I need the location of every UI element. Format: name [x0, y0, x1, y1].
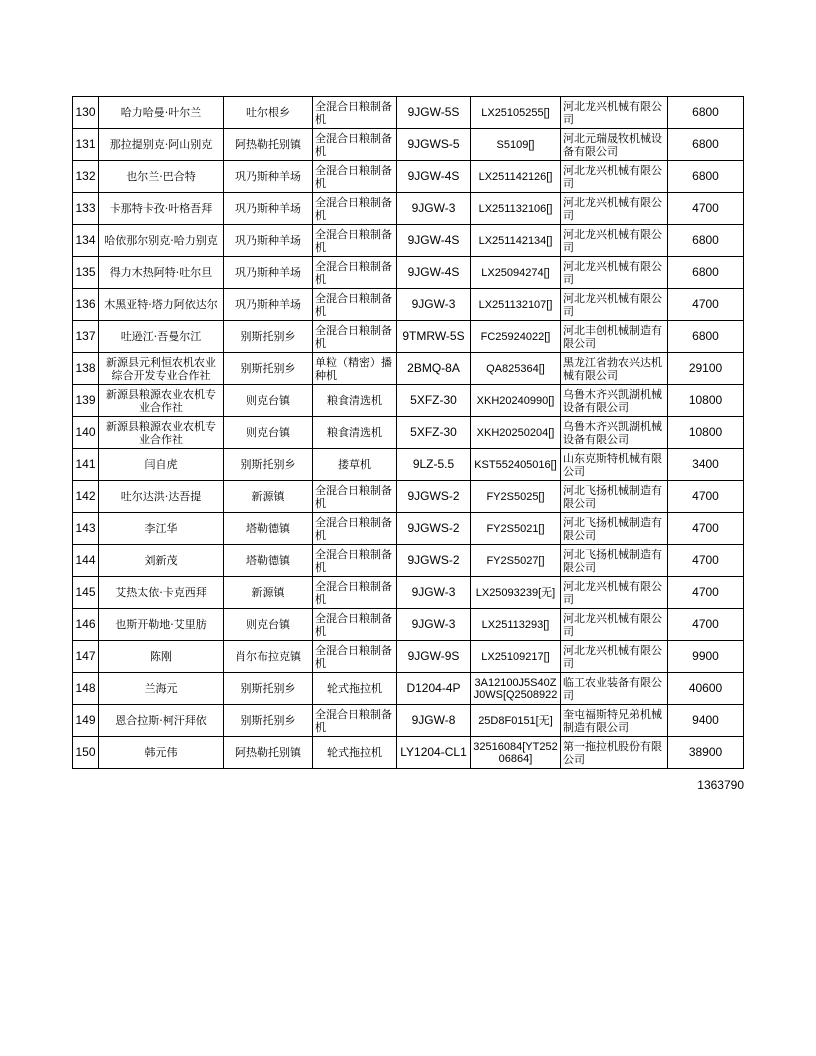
machine-type-cell: 全混合日粮制备机	[313, 705, 397, 737]
applicant-name-cell: 闫自虎	[99, 449, 224, 481]
row-number-cell: 140	[73, 417, 99, 449]
machine-type-cell: 全混合日粮制备机	[313, 289, 397, 321]
subsidy-amount-cell: 10800	[668, 417, 744, 449]
serial-number-cell: QA825364[]	[471, 353, 561, 385]
serial-number-cell: LX25094274[]	[471, 257, 561, 289]
township-cell: 塔勒德镇	[224, 513, 313, 545]
manufacturer-cell: 黑龙江省勃农兴达机械有限公司	[561, 353, 668, 385]
machine-type-cell: 粮食清选机	[313, 385, 397, 417]
machine-model-cell: 5XFZ-30	[397, 385, 471, 417]
machine-model-cell: 9JGW-5S	[397, 97, 471, 129]
grand-total: 1363790	[697, 778, 744, 792]
machine-type-cell: 全混合日粮制备机	[313, 545, 397, 577]
serial-number-cell: 32516084[YT25206864]	[471, 737, 561, 769]
machine-type-cell: 粮食清选机	[313, 417, 397, 449]
machine-type-cell: 全混合日粮制备机	[313, 609, 397, 641]
manufacturer-cell: 河北龙兴机械有限公司	[561, 225, 668, 257]
applicant-name-cell: 也斯开勒地·艾里肪	[99, 609, 224, 641]
machine-type-cell: 全混合日粮制备机	[313, 481, 397, 513]
township-cell: 阿热勒托别镇	[224, 737, 313, 769]
machine-model-cell: 2BMQ-8A	[397, 353, 471, 385]
table-row	[73, 289, 744, 321]
machine-type-cell: 全混合日粮制备机	[313, 129, 397, 161]
machine-type-cell: 轮式拖拉机	[313, 673, 397, 705]
row-number-cell: 146	[73, 609, 99, 641]
serial-number-cell: FY2S5025[]	[471, 481, 561, 513]
serial-number-cell: LX251142126[]	[471, 161, 561, 193]
serial-number-cell: LX251142134[]	[471, 225, 561, 257]
machine-model-cell: 9JGW-8	[397, 705, 471, 737]
manufacturer-cell: 河北丰创机械制造有限公司	[561, 321, 668, 353]
machine-type-cell: 全混合日粮制备机	[313, 161, 397, 193]
machine-model-cell: 9JGW-3	[397, 577, 471, 609]
table-row	[73, 673, 744, 705]
serial-number-cell: XKH20250204[]	[471, 417, 561, 449]
table-row	[73, 481, 744, 513]
subsidy-table	[72, 96, 744, 769]
table-row	[73, 385, 744, 417]
machine-model-cell: 9JGW-4S	[397, 225, 471, 257]
machine-type-cell: 全混合日粮制备机	[313, 225, 397, 257]
row-number-cell: 139	[73, 385, 99, 417]
table-row	[73, 545, 744, 577]
machine-model-cell: 9JGWS-2	[397, 481, 471, 513]
row-number-cell: 145	[73, 577, 99, 609]
subsidy-amount-cell: 9900	[668, 641, 744, 673]
machine-model-cell: 9JGWS-5	[397, 129, 471, 161]
table-row	[73, 577, 744, 609]
row-number-cell: 136	[73, 289, 99, 321]
manufacturer-cell: 河北龙兴机械有限公司	[561, 609, 668, 641]
machine-type-cell: 全混合日粮制备机	[313, 97, 397, 129]
applicant-name-cell: 韩元伟	[99, 737, 224, 769]
township-cell: 则克台镇	[224, 609, 313, 641]
subsidy-amount-cell: 40600	[668, 673, 744, 705]
applicant-name-cell: 得力木热阿特·吐尔旦	[99, 257, 224, 289]
row-number-cell: 150	[73, 737, 99, 769]
serial-number-cell: XKH20240990[]	[471, 385, 561, 417]
serial-number-cell: LX25113293[]	[471, 609, 561, 641]
manufacturer-cell: 河北龙兴机械有限公司	[561, 193, 668, 225]
township-cell: 肖尔布拉克镇	[224, 641, 313, 673]
serial-number-cell: FY2S5021[]	[471, 513, 561, 545]
subsidy-amount-cell: 4700	[668, 193, 744, 225]
table-row	[73, 609, 744, 641]
township-cell: 别斯托别乡	[224, 449, 313, 481]
subsidy-amount-cell: 10800	[668, 385, 744, 417]
applicant-name-cell: 新源县元利恒农机农业综合开发专业合作社	[99, 353, 224, 385]
row-number-cell: 133	[73, 193, 99, 225]
machine-model-cell: 9TMRW-5S	[397, 321, 471, 353]
table-row	[73, 225, 744, 257]
township-cell: 别斯托别乡	[224, 321, 313, 353]
table-row	[73, 257, 744, 289]
machine-model-cell: 5XFZ-30	[397, 417, 471, 449]
subsidy-amount-cell: 9400	[668, 705, 744, 737]
machine-type-cell: 轮式拖拉机	[313, 737, 397, 769]
township-cell: 别斯托别乡	[224, 705, 313, 737]
table-row	[73, 641, 744, 673]
machine-model-cell: 9JGW-4S	[397, 161, 471, 193]
table-row	[73, 353, 744, 385]
manufacturer-cell: 临工农业装备有限公司	[561, 673, 668, 705]
table-row	[73, 321, 744, 353]
row-number-cell: 131	[73, 129, 99, 161]
machine-model-cell: 9JGWS-2	[397, 545, 471, 577]
township-cell: 巩乃斯种羊场	[224, 193, 313, 225]
township-cell: 塔勒德镇	[224, 545, 313, 577]
row-number-cell: 130	[73, 97, 99, 129]
applicant-name-cell: 哈力哈曼·叶尔兰	[99, 97, 224, 129]
machine-model-cell: 9JGW-3	[397, 609, 471, 641]
serial-number-cell: LX25109217[]	[471, 641, 561, 673]
manufacturer-cell: 河北龙兴机械有限公司	[561, 577, 668, 609]
row-number-cell: 148	[73, 673, 99, 705]
township-cell: 阿热勒托别镇	[224, 129, 313, 161]
row-number-cell: 142	[73, 481, 99, 513]
row-number-cell: 134	[73, 225, 99, 257]
machine-model-cell: LY1204-CL1	[397, 737, 471, 769]
township-cell: 别斯托别乡	[224, 673, 313, 705]
township-cell: 巩乃斯种羊场	[224, 289, 313, 321]
applicant-name-cell: 也尔兰·巴合特	[99, 161, 224, 193]
serial-number-cell: LX251132106[]	[471, 193, 561, 225]
manufacturer-cell: 河北龙兴机械有限公司	[561, 289, 668, 321]
subsidy-amount-cell: 4700	[668, 609, 744, 641]
serial-number-cell: KST552405016[]	[471, 449, 561, 481]
manufacturer-cell: 乌鲁木齐兴凯湖机械设备有限公司	[561, 417, 668, 449]
machine-model-cell: 9JGW-3	[397, 289, 471, 321]
applicant-name-cell: 兰海元	[99, 673, 224, 705]
machine-model-cell: D1204-4P	[397, 673, 471, 705]
subsidy-amount-cell: 4700	[668, 289, 744, 321]
subsidy-amount-cell: 4700	[668, 577, 744, 609]
serial-number-cell: LX25105255[]	[471, 97, 561, 129]
serial-number-cell: 25D8F0151[无]	[471, 705, 561, 737]
table-row	[73, 705, 744, 737]
township-cell: 巩乃斯种羊场	[224, 257, 313, 289]
row-number-cell: 132	[73, 161, 99, 193]
table-row	[73, 449, 744, 481]
row-number-cell: 141	[73, 449, 99, 481]
machine-type-cell: 全混合日粮制备机	[313, 257, 397, 289]
row-number-cell: 135	[73, 257, 99, 289]
row-number-cell: 137	[73, 321, 99, 353]
subsidy-amount-cell: 3400	[668, 449, 744, 481]
row-number-cell: 138	[73, 353, 99, 385]
applicant-name-cell: 吐逊江·吾曼尔江	[99, 321, 224, 353]
subsidy-amount-cell: 38900	[668, 737, 744, 769]
subsidy-amount-cell: 4700	[668, 481, 744, 513]
manufacturer-cell: 河北飞扬机械制造有限公司	[561, 481, 668, 513]
manufacturer-cell: 河北元瑞晟牧机械设备有限公司	[561, 129, 668, 161]
township-cell: 则克台镇	[224, 417, 313, 449]
applicant-name-cell: 艾热太依·卡克西拜	[99, 577, 224, 609]
township-cell: 新源镇	[224, 481, 313, 513]
machine-type-cell: 全混合日粮制备机	[313, 513, 397, 545]
table-row	[73, 129, 744, 161]
subsidy-amount-cell: 6800	[668, 97, 744, 129]
table-row	[73, 161, 744, 193]
township-cell: 新源镇	[224, 577, 313, 609]
table-body	[73, 97, 744, 769]
machine-type-cell: 全混合日粮制备机	[313, 641, 397, 673]
township-cell: 吐尔根乡	[224, 97, 313, 129]
manufacturer-cell: 河北龙兴机械有限公司	[561, 161, 668, 193]
township-cell: 巩乃斯种羊场	[224, 161, 313, 193]
row-number-cell: 149	[73, 705, 99, 737]
machine-type-cell: 单粒（精密）播种机	[313, 353, 397, 385]
table-row	[73, 737, 744, 769]
manufacturer-cell: 第一拖拉机股份有限公司	[561, 737, 668, 769]
table-row	[73, 97, 744, 129]
applicant-name-cell: 卡那特卡孜·叶格吾拜	[99, 193, 224, 225]
applicant-name-cell: 吐尔达洪·达吾提	[99, 481, 224, 513]
manufacturer-cell: 乌鲁木齐兴凯湖机械设备有限公司	[561, 385, 668, 417]
subsidy-amount-cell: 6800	[668, 129, 744, 161]
subsidy-amount-cell: 6800	[668, 321, 744, 353]
applicant-name-cell: 木黑亚特·塔力阿依达尔	[99, 289, 224, 321]
serial-number-cell: LX25093239[无]	[471, 577, 561, 609]
township-cell: 巩乃斯种羊场	[224, 225, 313, 257]
applicant-name-cell: 新源县粮源农业农机专业合作社	[99, 385, 224, 417]
applicant-name-cell: 哈依那尔别克·哈力别克	[99, 225, 224, 257]
subsidy-amount-cell: 29100	[668, 353, 744, 385]
serial-number-cell: FY2S5027[]	[471, 545, 561, 577]
table-row	[73, 513, 744, 545]
applicant-name-cell: 陈刚	[99, 641, 224, 673]
manufacturer-cell: 河北龙兴机械有限公司	[561, 97, 668, 129]
subsidy-amount-cell: 4700	[668, 545, 744, 577]
manufacturer-cell: 河北飞扬机械制造有限公司	[561, 545, 668, 577]
applicant-name-cell: 恩合拉斯·柯汗拜依	[99, 705, 224, 737]
serial-number-cell: 3A12100J5S40ZJ0WS[Q2508922	[471, 673, 561, 705]
machine-model-cell: 9JGW-3	[397, 193, 471, 225]
manufacturer-cell: 河北龙兴机械有限公司	[561, 257, 668, 289]
serial-number-cell: LX251132107[]	[471, 289, 561, 321]
township-cell: 别斯托别乡	[224, 353, 313, 385]
table-row	[73, 417, 744, 449]
applicant-name-cell: 那拉提别克·阿山别克	[99, 129, 224, 161]
applicant-name-cell: 李江华	[99, 513, 224, 545]
table-row	[73, 193, 744, 225]
subsidy-amount-cell: 6800	[668, 225, 744, 257]
township-cell: 则克台镇	[224, 385, 313, 417]
manufacturer-cell: 河北飞扬机械制造有限公司	[561, 513, 668, 545]
machine-model-cell: 9JGW-4S	[397, 257, 471, 289]
machine-model-cell: 9LZ-5.5	[397, 449, 471, 481]
manufacturer-cell: 山东克斯特机械有限公司	[561, 449, 668, 481]
machine-model-cell: 9JGWS-2	[397, 513, 471, 545]
serial-number-cell: FC25924022[]	[471, 321, 561, 353]
machine-type-cell: 全混合日粮制备机	[313, 321, 397, 353]
row-number-cell: 144	[73, 545, 99, 577]
manufacturer-cell: 奎屯福斯特兄弟机械制造有限公司	[561, 705, 668, 737]
applicant-name-cell: 刘新茂	[99, 545, 224, 577]
machine-type-cell: 全混合日粮制备机	[313, 577, 397, 609]
machine-type-cell: 搂草机	[313, 449, 397, 481]
row-number-cell: 147	[73, 641, 99, 673]
manufacturer-cell: 河北龙兴机械有限公司	[561, 641, 668, 673]
machine-model-cell: 9JGW-9S	[397, 641, 471, 673]
subsidy-amount-cell: 6800	[668, 161, 744, 193]
subsidy-amount-cell: 4700	[668, 513, 744, 545]
row-number-cell: 143	[73, 513, 99, 545]
machine-type-cell: 全混合日粮制备机	[313, 193, 397, 225]
subsidy-amount-cell: 6800	[668, 257, 744, 289]
applicant-name-cell: 新源县粮源农业农机专业合作社	[99, 417, 224, 449]
serial-number-cell: S5109[]	[471, 129, 561, 161]
